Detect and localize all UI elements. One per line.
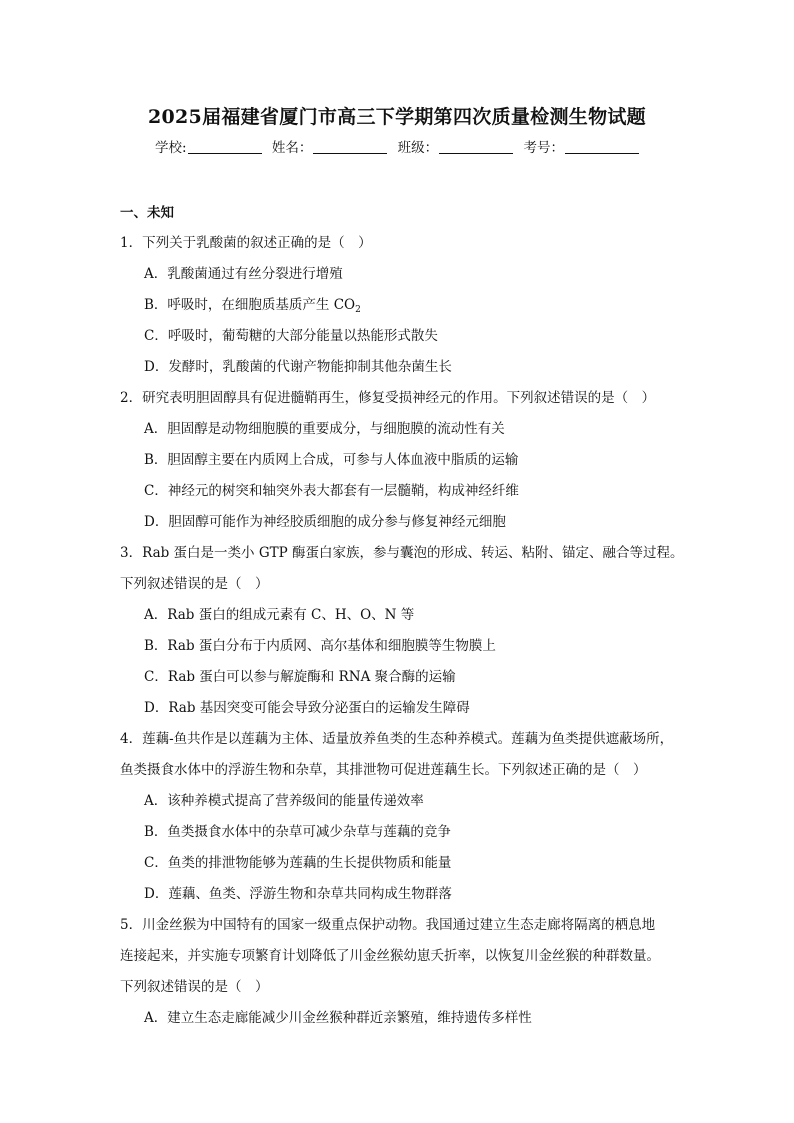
option-text: 呼吸时，葡萄糖的大部分能量以热能形式散失: [167, 328, 438, 344]
option-text: 鱼类摄食水体中的杂草可减少杂草与莲藕的竞争: [167, 824, 451, 840]
option-letter: A．: [144, 1010, 168, 1026]
option-letter: D．: [144, 359, 169, 375]
exam-title: 2025届福建省厦门市高三下学期第四次质量检测生物试题: [148, 106, 646, 128]
option-text: Rab 蛋白的组成元素有 C、H、O、N 等: [167, 607, 415, 623]
school-blank: [188, 139, 262, 154]
class-label: 班级：: [397, 140, 439, 156]
option-d: [120, 507, 700, 538]
option-b: [120, 445, 700, 476]
question-stem-continued: 连接起来，并实施专项繁育计划降低了川金丝猴幼崽夭折率，以恢复川金丝猴的种群数量。: [120, 948, 660, 964]
question-stem-continued: 下列叙述错误的是（ ）: [120, 979, 269, 995]
option-letter: C．: [144, 669, 168, 685]
option-text: 鱼类的排泄物能够为莲藕的生长提供物质和能量: [167, 855, 452, 871]
class-blank: [439, 139, 513, 154]
option-letter: C．: [144, 328, 168, 344]
option-letter: A．: [144, 266, 168, 282]
option-text: 神经元的树突和轴突外表大都套有一层髓鞘，构成神经纤维: [167, 483, 519, 499]
option-a: [120, 600, 700, 631]
question-stem: 3．Rab 蛋白是一类小 GTP 酶蛋白家族，参与囊泡的形成、转运、粘附、锚定、融合等过程。: [120, 545, 684, 561]
option-letter: D．: [144, 886, 169, 902]
subscript: 2: [355, 305, 361, 315]
option-letter: B．: [144, 638, 168, 654]
option-d: [120, 352, 700, 383]
question-stem: 4．莲藕-鱼共作是以莲藕为主体、适量放养鱼类的生态种养模式。莲藕为鱼类提供遮蔽场所，: [120, 731, 674, 747]
option-c: [120, 321, 700, 352]
option-b: [120, 631, 700, 662]
exam-number-label: 考号：: [523, 140, 564, 156]
option-text: 建立生态走廊能减少川金丝猴种群近亲繁殖，维持遗传多样性: [167, 1010, 532, 1026]
option-c: [120, 662, 700, 693]
option-letter: B．: [144, 824, 168, 840]
option-text: 胆固醇是动物细胞膜的重要成分，与细胞膜的流动性有关: [167, 421, 505, 437]
option-d: [120, 879, 700, 910]
option-text: Rab 蛋白分布于内质网、高尔基体和细胞膜等生物膜上: [167, 638, 496, 654]
question-stem: 1．下列关于乳酸菌的叙述正确的是（ ）: [120, 235, 372, 251]
option-c: [120, 848, 700, 879]
question-stem-continued: 鱼类摄食水体中的浮游生物和杂草，其排泄物可促进莲藕生长。下列叙述正确的是（ ）: [120, 762, 647, 778]
option-a: [120, 414, 700, 445]
option-text: 呼吸时，在细胞质基质产生 CO: [167, 297, 356, 313]
school-field: [155, 138, 262, 158]
option-a: [120, 259, 700, 290]
option-letter: A．: [144, 793, 168, 809]
option-text: 发酵时，乳酸菌的代谢产物能抑制其他杂菌生长: [168, 359, 452, 375]
exam-content: [120, 203, 700, 1034]
option-text: Rab 基因突变可能会导致分泌蛋白的运输发生障碍: [168, 700, 470, 716]
exam-number-field: [523, 138, 639, 158]
option-d: [120, 693, 700, 724]
option-a: [120, 786, 700, 817]
class-field: [398, 138, 514, 158]
name-blank: [313, 139, 387, 154]
question-stem: 5．川金丝猴为中国特有的国家一级重点保护动物。我国通过建立生态走廊将隔离的栖息地: [120, 917, 656, 933]
option-text: 乳酸菌通过有丝分裂进行增殖: [167, 266, 343, 282]
question-1: [120, 228, 700, 383]
question-2: [120, 383, 700, 538]
option-a: [120, 1003, 700, 1034]
option-text: Rab 蛋白可以参与解旋酶和 RNA 聚合酶的运输: [167, 669, 456, 685]
option-b: [120, 817, 700, 848]
option-letter: C．: [144, 855, 168, 871]
question-3: [120, 538, 700, 724]
option-letter: A．: [144, 607, 168, 623]
option-text: 该种养模式提高了营养级间的能量传递效率: [167, 793, 424, 809]
name-field: [272, 138, 388, 158]
name-label: 姓名：: [271, 140, 313, 156]
student-info-line: [0, 138, 794, 158]
question-stem: 2．研究表明胆固醇具有促进髓鞘再生，修复受损神经元的作用。下列叙述错误的是（ ）: [120, 390, 656, 406]
option-letter: B．: [144, 297, 168, 313]
option-text: 胆固醇可能作为神经胶质细胞的成分参与修复神经元细胞: [168, 514, 506, 530]
option-text: 莲藕、鱼类、浮游生物和杂草共同构成生物群落: [168, 886, 452, 902]
question-4: [120, 724, 700, 910]
option-text: 胆固醇主要在内质网上合成，可参与人体血液中脂质的运输: [167, 452, 519, 468]
section-title: 一、未知: [120, 205, 174, 221]
option-letter: C．: [144, 483, 168, 499]
option-letter: B．: [144, 452, 168, 468]
question-5: [120, 910, 700, 1034]
question-stem-continued: 下列叙述错误的是（ ）: [120, 576, 269, 592]
option-letter: A．: [144, 421, 168, 437]
option-letter: D．: [144, 700, 169, 716]
school-label: 学校:: [155, 140, 187, 156]
option-letter: D．: [144, 514, 169, 530]
exam-number-blank: [565, 139, 639, 154]
option-c: [120, 476, 700, 507]
option-b: [120, 290, 700, 321]
